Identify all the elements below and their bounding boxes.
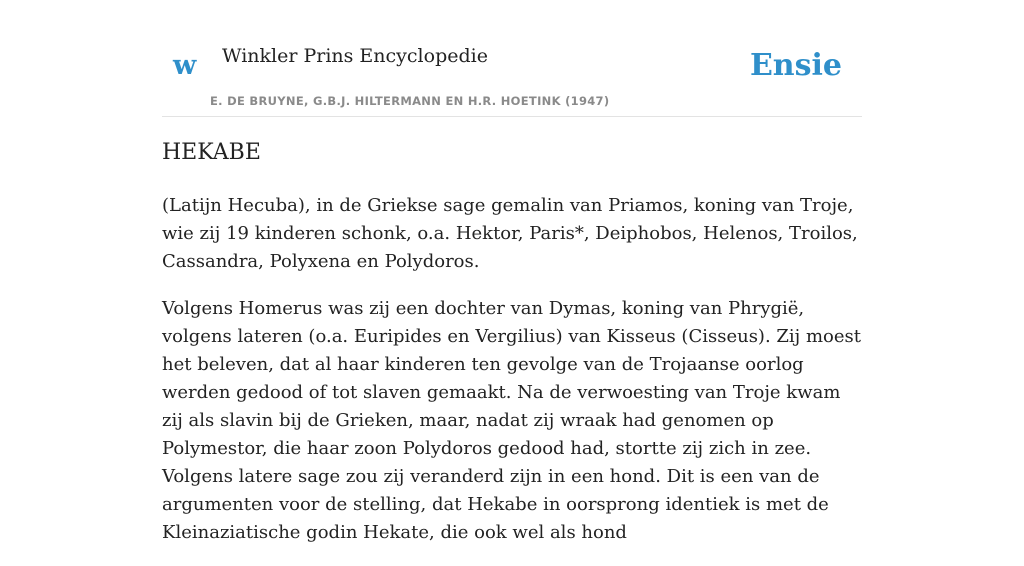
winkler-prins-logo[interactable]: w — [173, 50, 197, 81]
entry-paragraph: (Latijn Hecuba), in de Griekse sage gemalin van Priamos, koning van Troje, wie zij 19 kinderen schonk, o.a. Hektor, Paris*, Deiphobos, Helenos, Troilos, Cassandra, Polyxena en Polydoros. — [162, 195, 858, 272]
source-title[interactable]: Winkler Prins Encyclopedie — [222, 45, 488, 67]
entry-paragraph: Volgens Homerus was zij een dochter van Dymas, koning van Phrygië, volgens lateren (o.a. Euripides en Vergilius) van Kisseus (Cisseus). Zij moest het beleven, dat al haar kinderen ten gevolge van de Trojaanse oorlog werden gedood of tot slaven gemaakt. Na de verwoesting van Troje kwam zij als slavin bij de Grieken, maar, nadat zij wraak had genomen op Polymestor, die haar zoon Polydoros gedood had, stortte zij zich in zee. Volgens latere sage zou zij veranderd zijn in een hond. Dit is een van de argumenten voor de stelling, dat Hekabe in oorsprong identiek is met de Kleinaziatische godin Hekate, die ook wel als hond — [162, 298, 861, 543]
content-container — [162, 0, 862, 543]
site-header — [162, 0, 862, 117]
ensie-logo[interactable]: Ensie — [749, 48, 842, 83]
entry-title: HEKABE — [162, 140, 261, 165]
entry-body — [162, 192, 862, 566]
source-authors: E. DE BRUYNE, G.B.J. HILTERMANN EN H.R. HOETINK (1947) — [210, 94, 610, 108]
